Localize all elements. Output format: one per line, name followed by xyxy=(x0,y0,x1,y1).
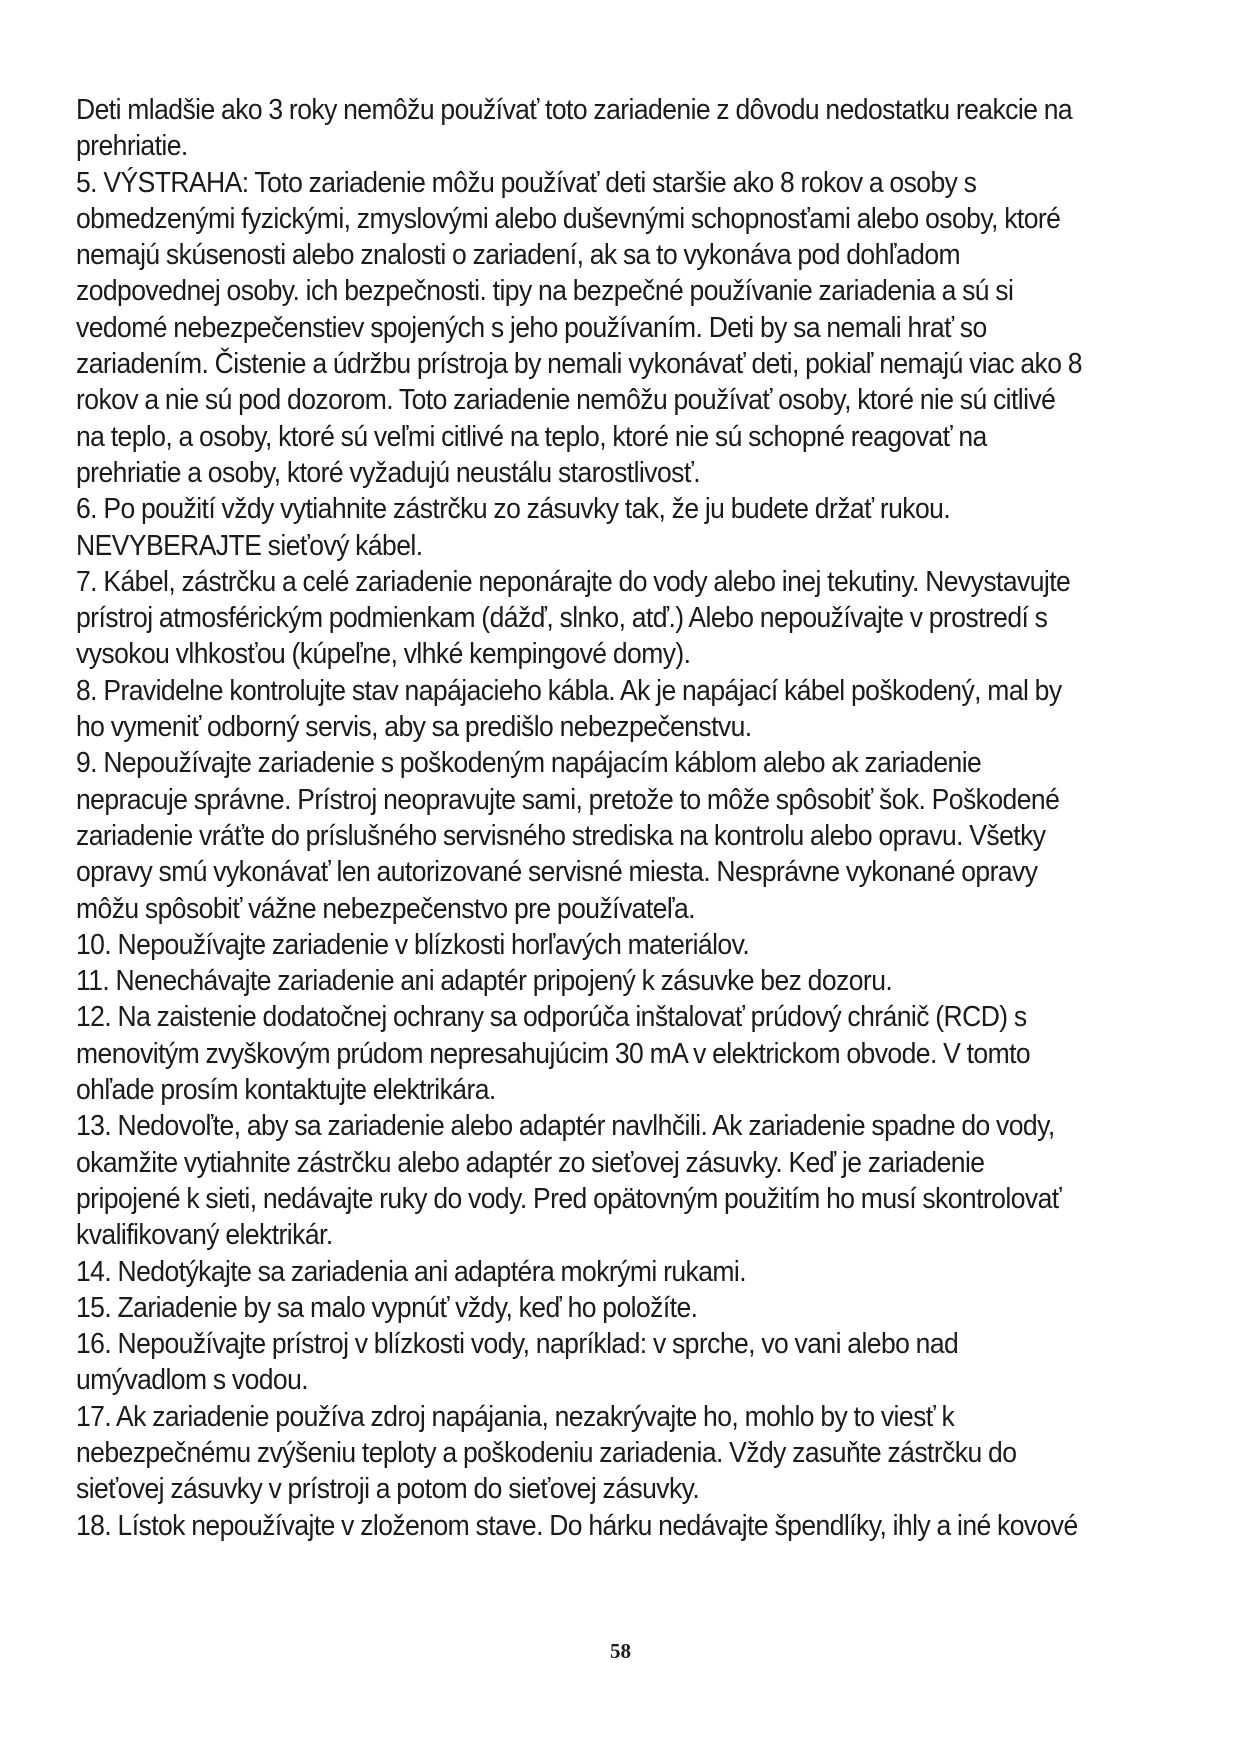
paragraph-item-16: 16. Nepoužívajte prístroj v blízkosti vody, napríklad: v sprche, vo vani alebo nad umývadlom s vodou. xyxy=(76,1328,959,1397)
paragraph-item-15: 15. Zariadenie by sa malo vypnúť vždy, keď ho položíte. xyxy=(76,1291,698,1324)
paragraph-item-9: 9. Nepoužívajte zariadenie s poškodeným napájacím káblom alebo ak zariadenie nepracuje správne. Prístroj neopravujte sami, pretože to môže spôsobiť šok. Poškodené zariadenie vráťte do príslušného servisného strediska na kontrolu alebo opravu. Všetky opravy smú vykonávať len autorizované servisné miesta. Nesprávne vykonané opravy môžu spôsobiť vážne nebezpečenstvo pre používateľa. xyxy=(76,747,1060,925)
paragraph-item-12: 12. Na zaistenie dodatočnej ochrany sa odporúča inštalovať prúdový chránič (RCD) s menovitým zvyškovým prúdom nepresahujúcim 30 mA v elektrickom obvode. V tomto ohľade prosím kontaktujte elektrikára. xyxy=(76,1001,1031,1107)
paragraph-item-5: 5. VÝSTRAHA: Toto zariadenie môžu používať deti staršie ako 8 rokov a osoby s obmedzenými fyzickými, zmyslovými alebo duševnými schopnosťami alebo osoby, ktoré nemajú skúsenosti alebo znalosti o zariadení, ak sa to vykonáva pod dohľadom zodpovednej osoby. ich bezpečnosti. tipy na bezpečné používanie zariadenia a sú si vedomé nebezpečenstiev spojených s jeho používaním. Deti by sa nemali hrať so zariadením. Čistenie a údržbu prístroja by nemali vykonávať deti, pokiaľ nemajú viac ako 8 rokov a nie sú pod dozorom. Toto zariadenie nemôžu používať osoby, ktoré nie sú citlivé na teplo, a osoby, ktoré sú veľmi citlivé na teplo, ktoré nie sú schopné reagovať na prehriatie a osoby, ktoré vyžadujú neustálu starostlivosť. xyxy=(76,166,1082,489)
paragraph-item-13: 13. Nedovoľte, aby sa zariadenie alebo adaptér navlhčili. Ak zariadenie spadne do vody, okamžite vytiahnite zástrčku alebo adaptér zo sieťovej zásuvky. Keď je zariadenie pripojené k sieti, nedávajte ruky do vody. Pred opätovným použitím ho musí skontrolovať kvalifikovaný elektrikár. xyxy=(76,1110,1062,1252)
document-body xyxy=(76,92,1108,1544)
paragraph-item-8: 8. Pravidelne kontrolujte stav napájacieho kábla. Ak je napájací kábel poškodený, mal by ho vymeniť odborný servis, aby sa predišlo nebezpečenstvu. xyxy=(76,674,1062,744)
paragraph-item-17: 17. Ak zariadenie používa zdroj napájania, nezakrývajte ho, mohlo by to viesť k nebezpečnému zvýšeniu teploty a poškodeniu zariadenia. Vždy zasuňte zástrčku do sieťovej zásuvky v prístroji a potom do sieťovej zásuvky. xyxy=(76,1400,1017,1506)
paragraph-item-18: 18. Lístok nepoužívajte v zloženom stave. Do hárku nedávajte špendlíky, ihly a iné kovové xyxy=(76,1509,1078,1542)
paragraph-item-6: 6. Po použití vždy vytiahnite zástrčku zo zásuvky tak, že ju budete držať rukou. NEVYBERAJTE sieťový kábel. xyxy=(76,493,951,562)
page-number: 58 xyxy=(610,1639,631,1663)
paragraph-item-11: 11. Nenechávajte zariadenie ani adaptér pripojený k zásuvke bez dozoru. xyxy=(76,965,893,998)
paragraph-item-14: 14. Nedotýkajte sa zariadenia ani adaptéra mokrými rukami. xyxy=(76,1255,747,1288)
paragraph-item-7: 7. Kábel, zástrčku a celé zariadenie neponárajte do vody alebo inej tekutiny. Nevystavujte prístroj atmosférickým podmienkam (dážď, slnko, atď.) Alebo nepoužívajte v prostredí s vysokou vlhkosťou (kúpeľne, vlhké kempingové domy). xyxy=(76,565,1071,671)
paragraph-intro: Deti mladšie ako 3 roky nemôžu používať toto zariadenie z dôvodu nedostatku reakcie na prehriatie. xyxy=(76,94,1073,163)
paragraph-item-10: 10. Nepoužívajte zariadenie v blízkosti horľavých materiálov. xyxy=(76,928,750,961)
